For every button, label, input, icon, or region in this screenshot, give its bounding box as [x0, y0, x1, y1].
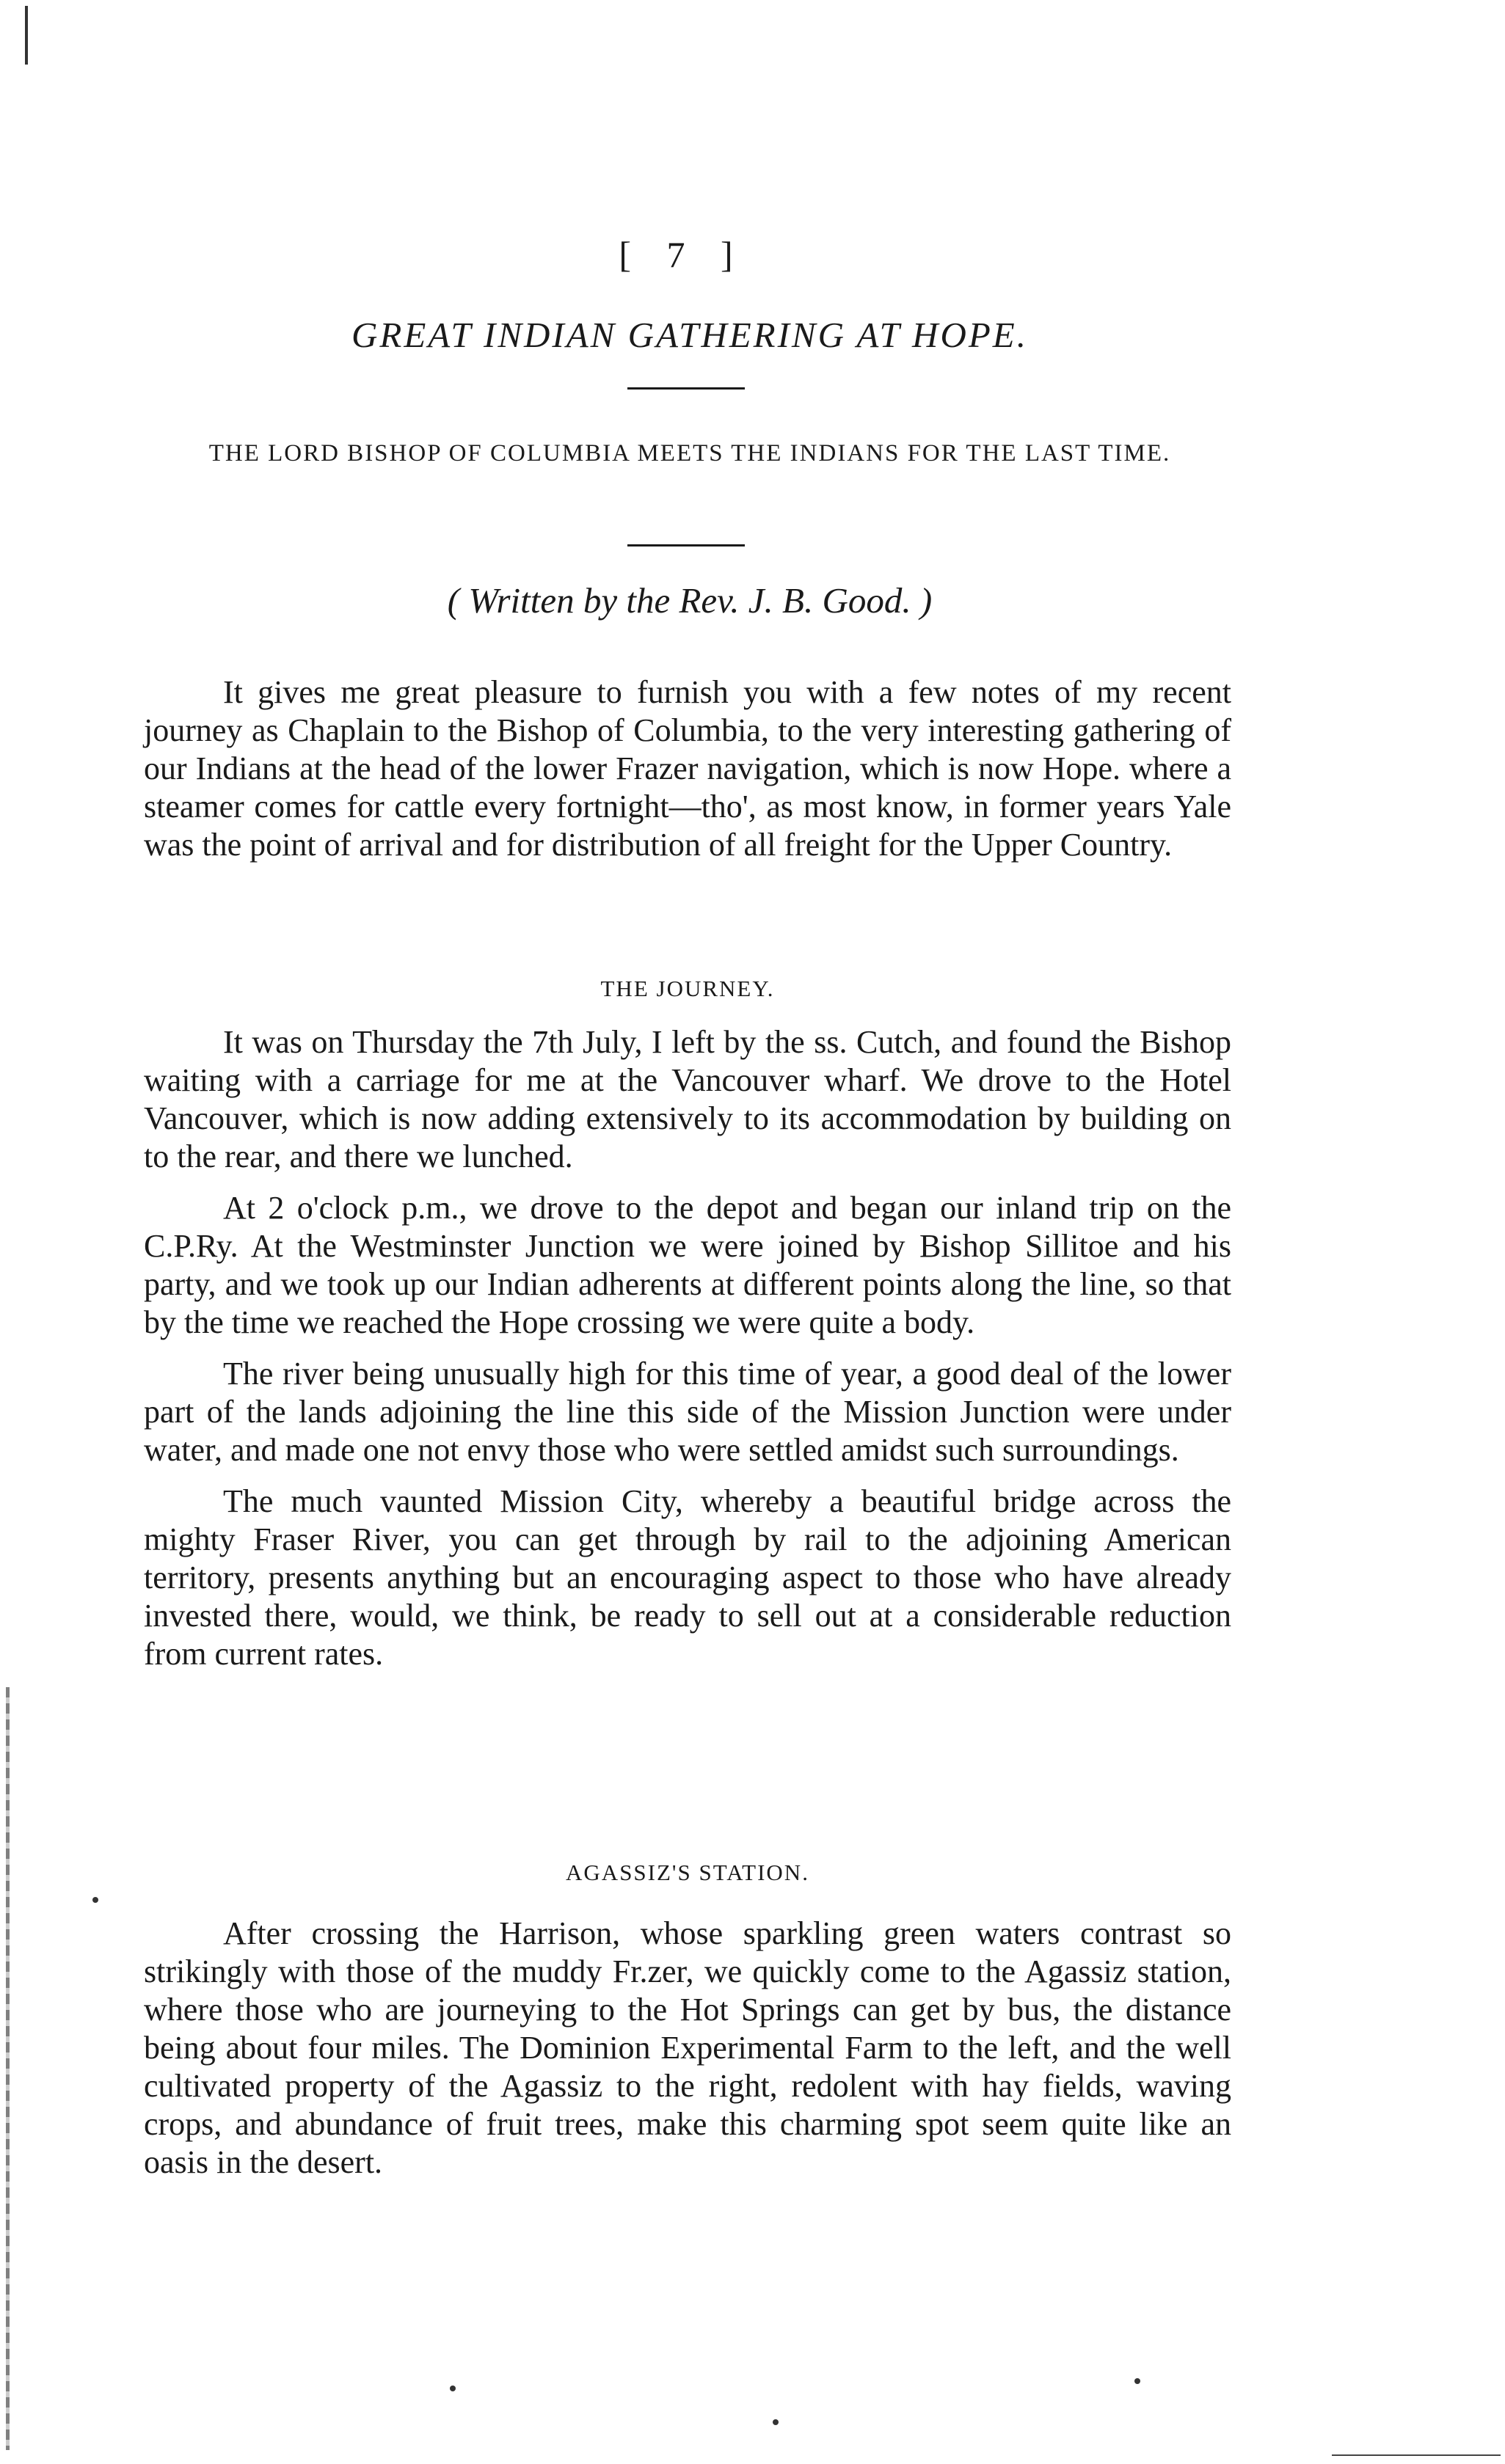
intro-block — [144, 673, 1231, 864]
article-subtitle: THE LORD BISHOP OF COLUMBIA MEETS THE INDIANS FOR THE LAST TIME. — [208, 440, 1171, 467]
subtitle-divider — [627, 544, 745, 546]
journey-paragraph: It was on Thursday the 7th July, I left by the ss. Cutch, and found the Bishop waiting with a carriage for me at the Vancouver wharf. We drove to the Hotel Vancouver, which is now adding extensively to its accommodation by building on to the rear, and there we lunched. — [144, 1024, 1231, 1174]
journey-paragraph: The much vaunted Mission City, whereby a beautiful bridge across the mighty Fraser River, you can get through by rail to the adjoining American territory, presents anything but an encouraging aspect to those who have already invested there, would, we think, be ready to sell out at a considerable reduction from current rates. — [144, 1483, 1231, 1672]
print-speck — [1134, 2378, 1140, 2384]
agassiz-section — [144, 1915, 1231, 2182]
page-number: [ 7 ] — [619, 234, 746, 275]
journey-paragraph: The river being unusually high for this time of year, a good deal of the lower part of the lands adjoining the line this side of the Mission Junction were under water, and made one not envy those who were settled amidst such surroundings. — [144, 1356, 1231, 1468]
agassiz-paragraph: After crossing the Harrison, whose sparkling green waters contrast so strikingly with those of the muddy Fr.zer, we quickly come to the Agassiz station, where those who are journeying to the Hot Springs can get by bus, the distance being about four miles. The Dominion Experimental Farm to the left, and the well cultivated property of the Agassiz to the right, redolent with hay fields, waving crops, and abundance of fruit trees, make this charming spot seem quite like an oasis in the desert. — [144, 1915, 1231, 2180]
section-heading-agassiz: AGASSIZ'S STATION. — [566, 1860, 809, 1885]
print-speck — [450, 2386, 456, 2391]
title-divider — [627, 387, 745, 390]
article-title: GREAT INDIAN GATHERING AT HOPE. — [351, 315, 1028, 355]
intro-paragraph: It gives me great pleasure to furnish you with a few notes of my recent journey as Chaplain to the Bishop of Columbia, to the very interesting gathering of our Indians at the head of the lower Frazer navigation, which is now Hope. where a steamer comes for cattle every fortnight—tho', as most know, in former years Yale was the point of arrival and for distribution of all freight for the Upper Country. — [144, 674, 1231, 863]
journey-paragraph: At 2 o'clock p.m., we drove to the depot and began our inland trip on the C.P.Ry. At the Westminster Junction we were joined by Bishop Sillitoe and his party, and we took up our Indian adherents at different points along the line, so that by the time we reached the Hope crossing we were quite a body. — [144, 1190, 1231, 1340]
author-byline: ( Written by the Rev. J. B. Good. ) — [447, 580, 933, 621]
print-speck — [92, 1897, 98, 1903]
journey-section — [144, 1023, 1231, 1686]
section-heading-journey: THE JOURNEY. — [600, 976, 775, 1001]
footer-rule — [1332, 2454, 1501, 2456]
binding-edge-shadow — [6, 1687, 10, 2450]
margin-scratch-mark — [25, 6, 28, 65]
print-speck — [773, 2419, 779, 2425]
